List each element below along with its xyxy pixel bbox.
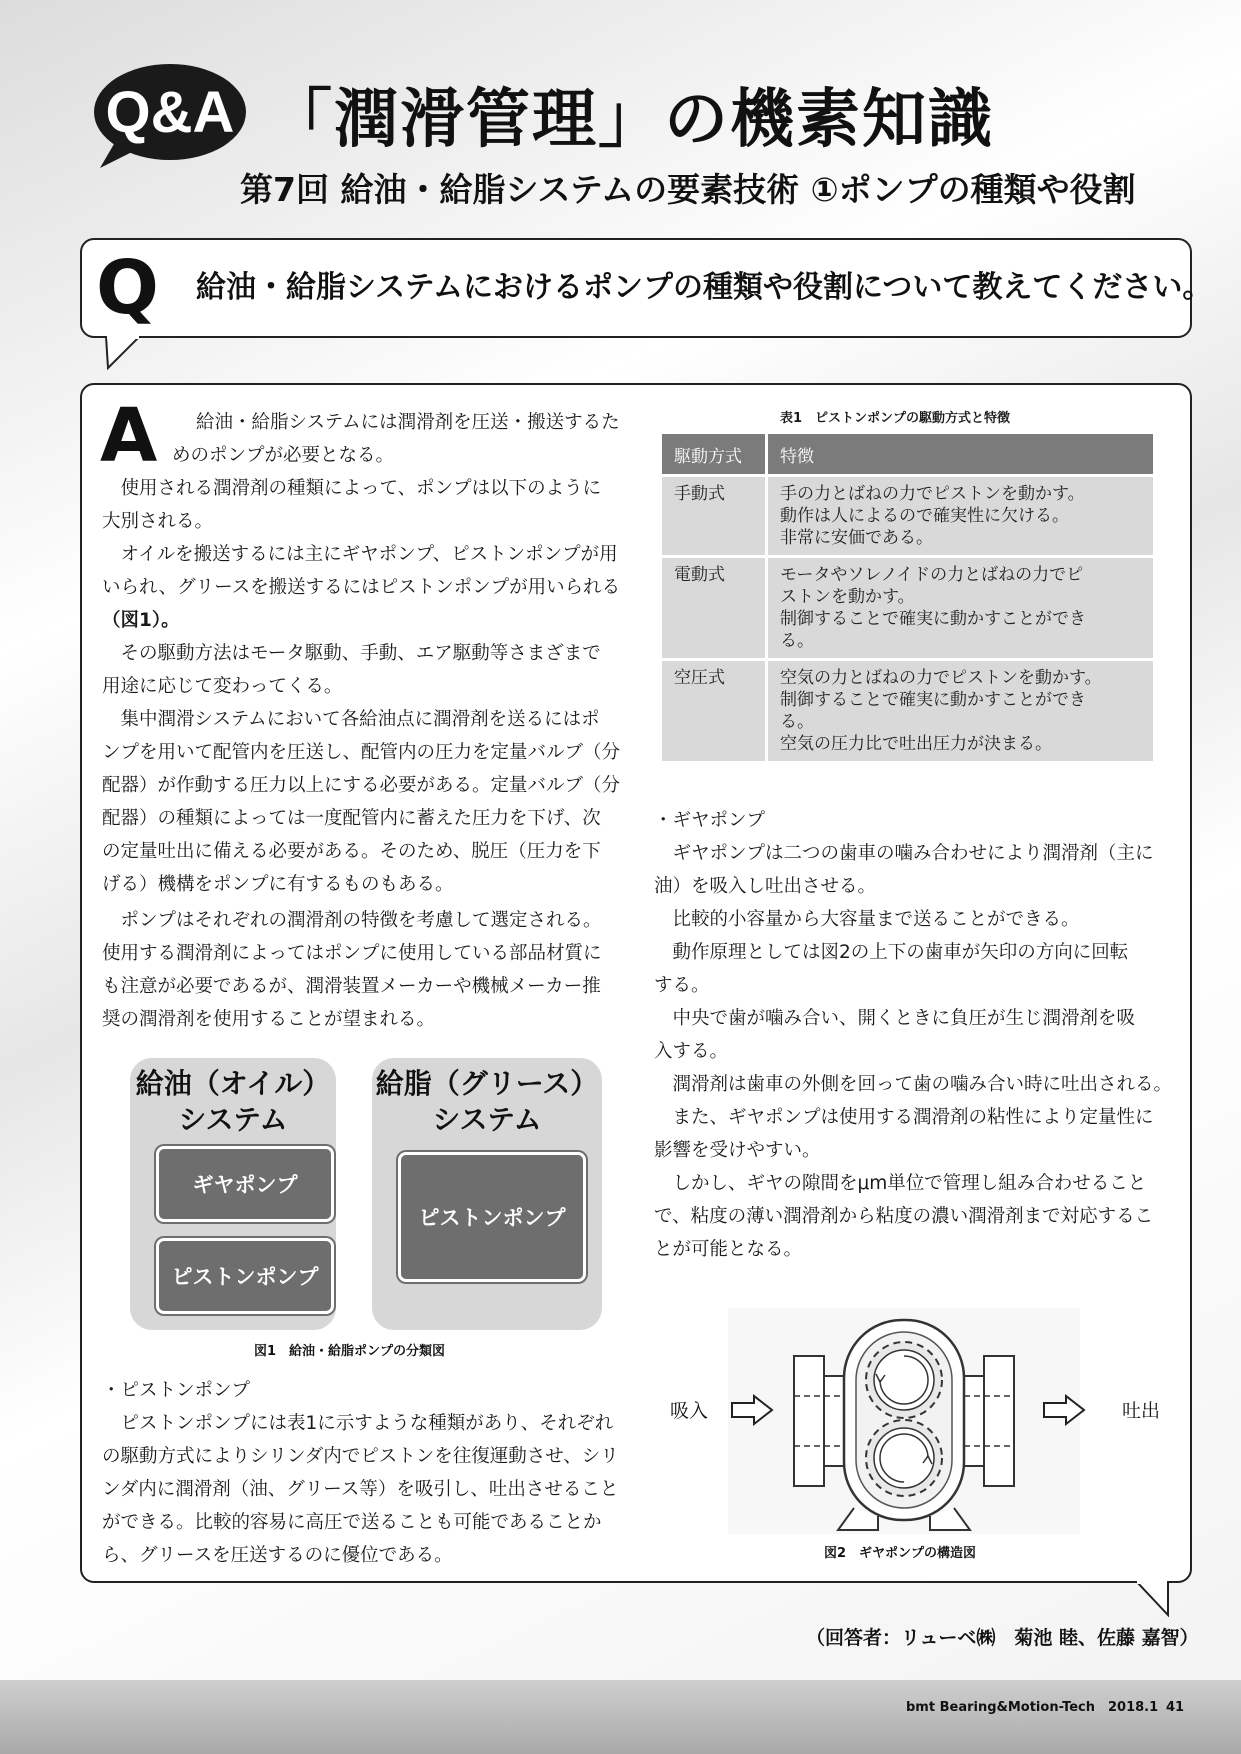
answer-paragraph-line: その駆動方法はモータ駆動、手動、エア駆動等さまざまで xyxy=(102,643,601,664)
table-header-row xyxy=(662,434,1156,474)
answer-paragraph-line: 配器）が作動する圧力以上にする必要がある。定量バルブ（分 xyxy=(102,775,621,796)
answer-paragraph-line: 入する。 xyxy=(654,1041,729,1062)
answer-panel-tail xyxy=(1134,1581,1172,1617)
page-subtitle: 第7回 給油・給脂システムの要素技術 ①ポンプの種類や役割 xyxy=(240,170,1136,209)
answer-paragraph-line: げる）機構をポンプに有するものもある。 xyxy=(102,874,454,895)
discharge-label: 吐出 xyxy=(1122,1400,1161,1422)
page-title: 「潤滑管理」の機素知識 xyxy=(268,83,994,157)
answer-paragraph-line: また、ギヤポンプは使用する潤滑剤の粘性により定量性に xyxy=(654,1107,1154,1128)
answer-paragraph-line: する。 xyxy=(654,975,710,996)
question-letter: Q xyxy=(96,245,159,331)
oil-system-title: システム xyxy=(178,1103,288,1136)
gear-pump-box: ギヤポンプ xyxy=(156,1146,334,1222)
answer-paragraph-line: 使用される潤滑剤の種類によって、ポンプは以下のように xyxy=(102,478,602,499)
answer-paragraph-line: 中央で歯が噛み合い、開くときに負圧が生じ潤滑剤を吸 xyxy=(654,1008,1136,1029)
page-number: 41 xyxy=(1166,1700,1185,1715)
answer-paragraph-line: 油）を吸入し吐出させる。 xyxy=(654,876,877,897)
answer-paragraph-line: の定量吐出に備える必要がある。そのため、脱圧（圧力を下 xyxy=(102,841,601,862)
feature-line: る。 xyxy=(780,631,814,651)
table-header-cell: 駆動方式 xyxy=(662,434,768,474)
table-cell-feature xyxy=(768,658,1156,761)
qa-logo-text: Q&A xyxy=(105,80,235,145)
table-row xyxy=(662,555,1156,658)
answer-paragraph-line: いられ、グリースを搬送するにはピストンポンプが用いられる xyxy=(102,577,621,598)
upper-gear-icon xyxy=(866,1342,942,1418)
intake-arrow-icon xyxy=(730,1394,774,1426)
answer-paragraph-line: 給油・給脂システムには潤滑剤を圧送・搬送するた xyxy=(196,412,620,433)
answer-paragraph-line: 奨の潤滑剤を使用することが望まれる。 xyxy=(102,1009,436,1030)
answer-paragraph-line: ピストンポンプには表1に示すような種類があり、それぞれ xyxy=(102,1413,614,1434)
feature-line: 制御することで確実に動かすことができ xyxy=(780,690,1086,710)
answer-paragraph-line: ギヤポンプは二つの歯車の噛み合わせにより潤滑剤（主に xyxy=(654,843,1154,864)
table-cell-feature xyxy=(768,474,1156,555)
answer-paragraph-line: 配器）の種類によっては一度配管内に蓄えた圧力を下げ、次 xyxy=(102,808,601,829)
feature-line: 手の力とばねの力でピストンを動かす。 xyxy=(780,484,1085,504)
oil-system-title: 給油（オイル） xyxy=(135,1067,331,1100)
answer-paragraph-line: 比較的小容量から大容量まで送ることができる。 xyxy=(654,909,1080,930)
answer-paragraph-line: ンプを用いて配管内を圧送し、配管内の圧力を定量バルブ（分 xyxy=(102,742,621,763)
answer-paragraph-line: も注意が必要であるが、潤滑装置メーカーや機械メーカー推 xyxy=(102,976,601,997)
feature-line: 空気の力とばねの力でピストンを動かす。 xyxy=(780,668,1102,688)
table-cell-method: 電動式 xyxy=(662,555,768,658)
table-cell-feature xyxy=(768,555,1156,658)
drive-method-table xyxy=(662,434,1156,761)
intake-label: 吸入 xyxy=(670,1400,709,1422)
figure1-caption: 図1 給油・給脂ポンプの分類図 xyxy=(254,1344,446,1359)
feature-line: 空気の圧力比で吐出圧力が決まる。 xyxy=(780,734,1052,754)
section-heading-gear: ・ギヤポンプ xyxy=(654,810,766,831)
table-row xyxy=(662,658,1156,761)
answer-paragraph-line: とが可能となる。 xyxy=(654,1239,803,1260)
answer-paragraph-line: 潤滑剤は歯車の外側を回って歯の噛み合い時に吐出される。 xyxy=(654,1074,1173,1095)
piston-pump-box: ピストンポンプ xyxy=(156,1238,334,1314)
grease-system-title: システム xyxy=(432,1103,542,1136)
feature-line: 非常に安価である。 xyxy=(780,528,933,548)
answer-paragraph-line: オイルを搬送するには主にギヤポンプ、ピストンポンプが用 xyxy=(102,544,618,565)
feature-line: ストンを動かす。 xyxy=(780,587,915,607)
answer-paragraph-line: 用途に応じて変わってくる。 xyxy=(102,676,343,697)
answer-paragraph-line: ら、グリースを圧送するのに優位である。 xyxy=(102,1545,453,1566)
question-text: 給油・給脂システムにおけるポンプの種類や役割について教えてください。 xyxy=(196,270,1213,305)
answer-paragraph-line: で、粘度の薄い潤滑剤から粘度の濃い潤滑剤まで対応するこ xyxy=(654,1206,1154,1227)
table-cell-method: 手動式 xyxy=(662,474,768,555)
answer-letter: A xyxy=(100,393,158,479)
table-header-cell: 特徴 xyxy=(768,434,1156,474)
section-heading-piston: ・ピストンポンプ xyxy=(102,1380,251,1401)
qa-logo xyxy=(92,62,248,170)
answer-paragraph-line: 影響を受けやすい。 xyxy=(654,1140,821,1161)
answer-paragraph-line: 使用する潤滑剤によってはポンプに使用している部品材質に xyxy=(102,943,602,964)
feature-line: 動作は人によるので確実性に欠ける。 xyxy=(780,506,1069,526)
answer-paragraph-line: しかし、ギヤの隙間をμm単位で管理し組み合わせること xyxy=(654,1173,1147,1194)
question-bubble-tail xyxy=(104,336,144,370)
table-cell-method: 空圧式 xyxy=(662,658,768,761)
answer-paragraph-line: ができる。比較的容易に高圧で送ることも可能であることか xyxy=(102,1512,602,1533)
answer-paragraph-line: の駆動方式によりシリンダ内でピストンを往復運動させ、シリ xyxy=(102,1446,619,1467)
discharge-arrow-icon xyxy=(1042,1394,1086,1426)
piston-pump-box: ピストンポンプ xyxy=(398,1152,586,1282)
answer-paragraph-line: 集中潤滑システムにおいて各給油点に潤滑剤を送るにはポ xyxy=(102,709,600,730)
grease-system-title: 給脂（グリース） xyxy=(375,1067,599,1100)
gear-pump-diagram xyxy=(728,1308,1080,1534)
answer-paragraph-line: めのポンプが必要となる。 xyxy=(172,445,395,466)
magazine-name: bmt Bearing&Motion-Tech 2018.1 xyxy=(906,1700,1159,1715)
table1-caption: 表1 ピストンポンプの駆動方式と特徴 xyxy=(780,411,1011,426)
respondent-credit: （回答者：リューベ㈱ 菊池 睦、佐藤 嘉智） xyxy=(806,1627,1199,1649)
answer-paragraph-line: 大別される。 xyxy=(102,511,214,532)
answer-paragraph-line: ポンプはそれぞれの潤滑剤の特徴を考慮して選定される。 xyxy=(102,910,602,931)
feature-line: 制御することで確実に動かすことができ xyxy=(780,609,1086,629)
feature-line: る。 xyxy=(780,712,814,732)
answer-paragraph-line: 動作原理としては図2の上下の歯車が矢印の方向に回転 xyxy=(654,942,1129,963)
figure2-caption: 図2 ギヤポンプの構造図 xyxy=(824,1546,977,1561)
answer-paragraph-line: （図1）。 xyxy=(102,610,180,631)
table-row xyxy=(662,474,1156,555)
lower-gear-icon xyxy=(866,1420,942,1496)
feature-line: モータやソレノイドの力とばねの力でピ xyxy=(780,565,1084,585)
answer-paragraph-line: ンダ内に潤滑剤（油、グリース等）を吸引し、吐出させること xyxy=(102,1479,619,1500)
